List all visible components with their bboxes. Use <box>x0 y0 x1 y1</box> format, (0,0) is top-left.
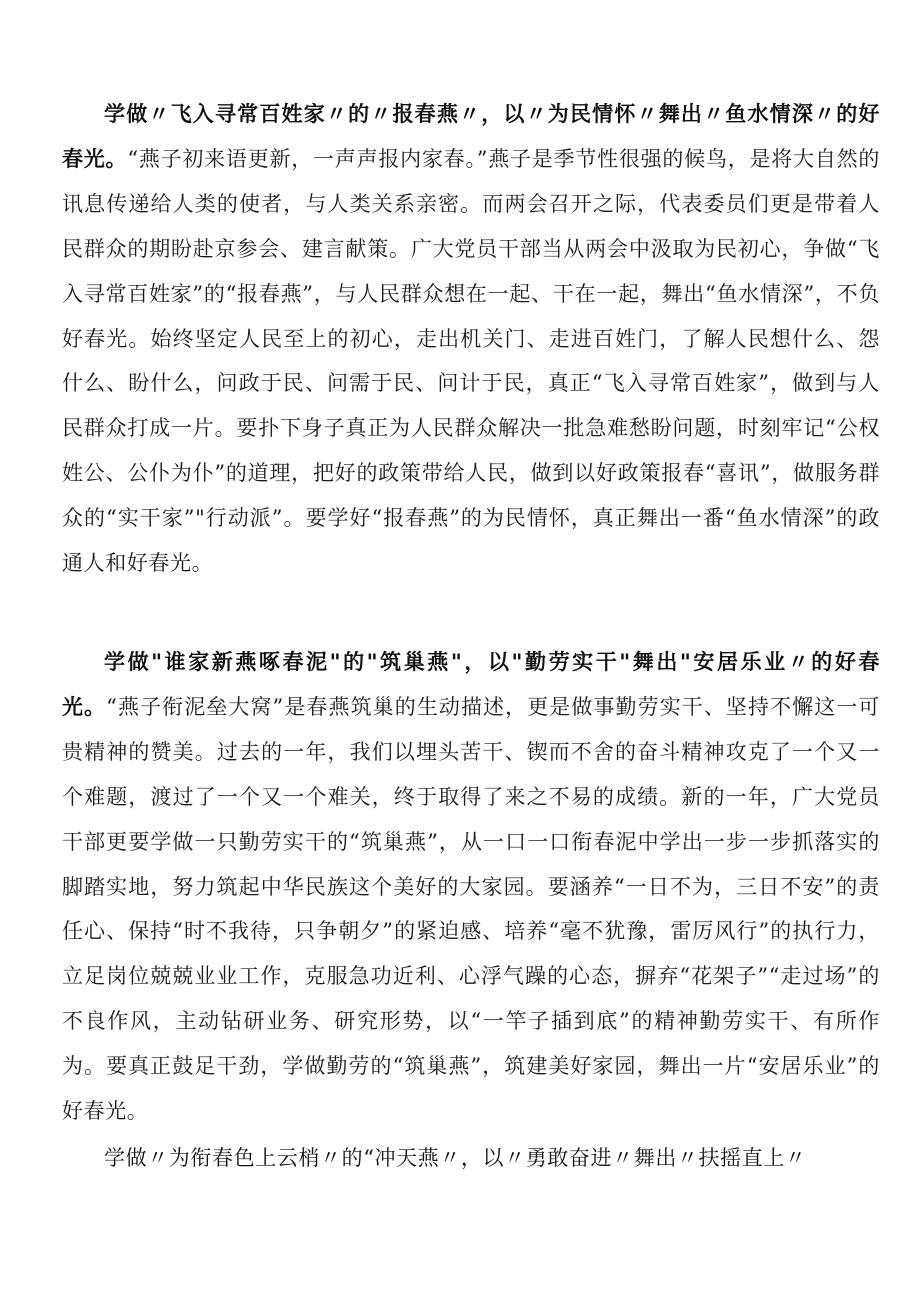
paragraph-heading: 学做"谁家新燕啄春泥"的"筑巢燕"，以"勤劳实干"舞出"安居乐业〃的好春光。 <box>62 650 880 719</box>
paragraph-body: “燕子衔泥垒大窝”是春燕筑巢的生动描述，更是做事勤劳实干、坚持不懈这一可贵精神的赞美。过去的一年，我们以埋头苦干、锲而不舍的奋斗精神攻克了一个又一个难题，渡过了一个又一个难关，终于取得了来之不易的成绩。新的一年，广大党员干部更要学做一只勤劳实干的“筑巢燕”，从一口一口衔春泥中学出一步一步抓落实的脚踏实地，努力筑起中华民族这个美好的大家园。要涵养“一日不为，三日不安”的责任心、保持“时不我待，只争朝夕”的紧迫感、培养“毫不犹豫，雷厉风行”的执行力，立足岗位兢兢业业工作，克服急功近利、心浮气躁的心态，摒弃“花架子”“走过场”的不良作风，主动钻研业务、研究形势，以“一竿子插到底”的精神勤劳实干、有所作为。要真正鼓足干劲，学做勤劳的“筑巢燕”，筑建美好家园，舞出一片“安居乐业”的好春光。 <box>62 694 881 1124</box>
paragraph-body: “燕子初来语更新，一声声报内家春。”燕子是季节性很强的候鸟，是将大自然的讯息传递给人类的使者，与人类关系亲密。而两会召开之际，代表委员们更是带着人民群众的期盼赴京参会、建言献策。广大党员干部当从两会中汲取为民初心，争做“飞入寻常百姓家”的“报春燕”，与人民群众想在一起、干在一起，舞出“鱼水情深”，不负好春光。始终坚定人民至上的初心，走出机关门、走进百姓门，了解人民想什么、怨什么、盼什么，问政于民、问需于民、问计于民，真正“飞入寻常百姓家”，做到与人民群众打成一片。要扑下身子真正为人民群众解决一批急难愁盼问题，时刻牢记“公权姓公、公仆为仆”的道理，把好的政策带给人民，做到以好政策报春“喜讯”，做服务群众的“实干家”"行动派”。要学好“报春燕”的为民情怀，真正舞出一番“鱼水情深”的政通人和好春光。 <box>62 146 880 576</box>
paragraph-soaring-swallow <box>62 1136 880 1181</box>
paragraph-heading: 学做〃为衔春色上云梢〃的“冲天燕〃，以〃勇敢奋进〃舞出〃扶摇直上〃 <box>104 1146 807 1170</box>
paragraph-report-spring-swallow <box>62 92 880 586</box>
paragraph-heading: 学做〃飞入寻常百姓家〃的〃报春燕〃，以〃为民情怀〃舞出〃鱼水情深〃的好春光。 <box>62 102 880 171</box>
paragraph-nest-building-swallow <box>62 640 880 1134</box>
